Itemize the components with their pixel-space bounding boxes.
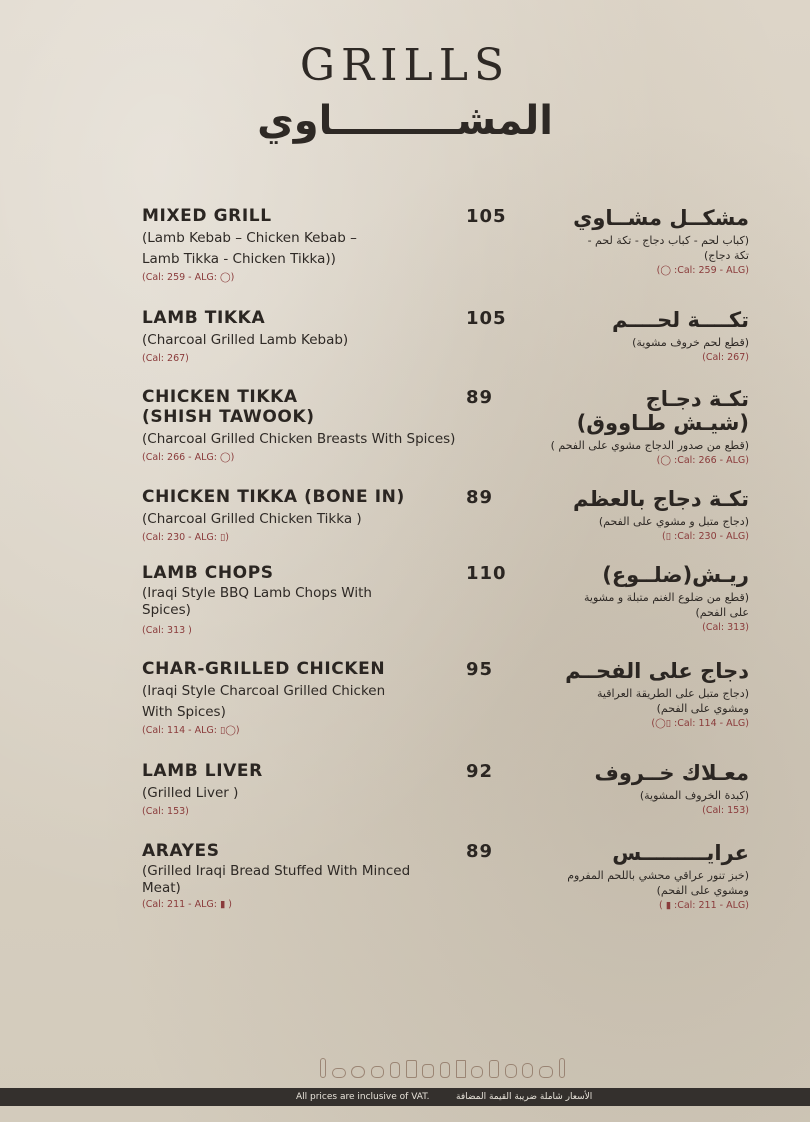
vat-note: All prices are inclusive of VAT.: [296, 1092, 430, 1102]
item-description-arabic: (قطع لحم خروف مشوية): [632, 336, 749, 349]
item-calories-arabic: (Cal: 313): [702, 622, 749, 633]
allergen-icon: [440, 1062, 450, 1078]
vat-footer-bar: [0, 1088, 810, 1106]
allergen-icon: [559, 1058, 565, 1078]
item-name-arabic: ريـش(ضلــوع): [602, 563, 749, 587]
item-calories-arabic: (Cal: 267): [702, 352, 749, 363]
allergen-icon: [456, 1060, 466, 1078]
item-calories: (Cal: 259 - ALG: ◯): [142, 272, 235, 283]
item-description-arabic: (كبدة الخروف المشوية): [639, 789, 749, 802]
allergen-icon: [351, 1066, 365, 1078]
item-name: CHICKEN TIKKA (SHISH TAWOOK): [142, 387, 315, 427]
item-price: 89: [466, 841, 494, 862]
allergen-icon: [471, 1066, 483, 1078]
item-calories: (Cal: 211 - ALG: ▮ ): [142, 899, 232, 910]
item-name-arabic: تكـة دجـاج (شيـش طـاووق): [576, 387, 749, 435]
item-name: ARAYES: [142, 841, 220, 861]
allergen-icon: [406, 1060, 417, 1078]
allergen-icon: [539, 1066, 553, 1078]
vat-note-arabic: الأسعار شاملة ضريبة القيمة المضافة: [456, 1092, 593, 1102]
item-name: CHICKEN TIKKA (BONE IN): [142, 487, 405, 507]
item-name: LAMB CHOPS: [142, 563, 274, 583]
item-calories-arabic: (Cal: 230 - ALG: ▯): [662, 531, 749, 542]
item-description: (Charcoal Grilled Chicken Breasts With Spices): [142, 431, 456, 447]
item-calories-arabic: (Cal: 114 - ALG: ▯◯): [651, 718, 749, 729]
item-price: 95: [466, 659, 494, 680]
item-description: (Charcoal Grilled Chicken Tikka ): [142, 511, 362, 527]
item-price: 105: [466, 206, 507, 227]
item-description: (Charcoal Grilled Lamb Kebab): [142, 332, 349, 348]
item-price: 110: [466, 563, 507, 584]
page-title-arabic: المشـــــــــاوي: [257, 98, 553, 144]
item-calories: (Cal: 230 - ALG: ▯): [142, 532, 229, 543]
item-name: CHAR-GRILLED CHICKEN: [142, 659, 386, 679]
item-price: 89: [466, 387, 494, 408]
item-name-arabic: عرايـــــــــس: [612, 841, 749, 865]
item-description-arabic: (قطع من صدور الدجاج مشوي على الفحم ): [550, 439, 749, 452]
item-description-arabic: (دجاج متبل و مشوي على الفحم): [598, 515, 749, 528]
item-price: 105: [466, 308, 507, 329]
item-description: (Lamb Kebab – Chicken Kebab – Lamb Tikka - Chicken Tikka)): [142, 230, 357, 267]
item-calories: (Cal: 153): [142, 806, 189, 817]
item-description: (Grilled Liver ): [142, 785, 239, 801]
allergen-icon: [390, 1062, 400, 1078]
item-name-arabic: تكــــة لحــــم: [611, 308, 749, 332]
allergen-icon: [422, 1064, 434, 1078]
item-description-arabic: (قطع من ضلوع الغنم متبلة و مشوية على الفحم): [584, 591, 749, 619]
item-name-arabic: مشكــل مشــاوي: [573, 206, 749, 230]
item-name-arabic: معـلاك خــروف: [594, 761, 749, 785]
item-description: (Iraqi Style BBQ Lamb Chops With Spices): [142, 585, 372, 618]
item-description: (Iraqi Style Charcoal Grilled Chicken With Spices): [142, 683, 386, 720]
item-name: MIXED GRILL: [142, 206, 272, 226]
item-name: LAMB LIVER: [142, 761, 263, 781]
item-name-arabic: تكـة دجاج بالعظم: [573, 487, 749, 511]
item-calories-arabic: (Cal: 266 - ALG: ◯): [656, 455, 749, 466]
item-calories-arabic: (Cal: 259 - ALG: ◯): [656, 265, 749, 276]
page-title: GRILLS: [299, 40, 511, 91]
allergen-icon: [371, 1066, 384, 1078]
item-description: (Grilled Iraqi Bread Stuffed With Minced Meat): [142, 863, 411, 896]
item-calories-arabic: (Cal: 211 - ALG: ▮ ): [659, 900, 749, 911]
item-description-arabic: (كباب لحم - كباب دجاج - تكة لحم - تكة دجاج): [587, 234, 749, 262]
item-name-arabic: دجاج على الفحــم: [565, 659, 749, 683]
allergen-icons-legend: [320, 1054, 565, 1078]
allergen-icon: [320, 1058, 326, 1078]
allergen-icon: [489, 1060, 499, 1078]
item-calories: (Cal: 267): [142, 353, 189, 364]
item-calories-arabic: (Cal: 153): [702, 805, 749, 816]
item-calories: (Cal: 266 - ALG: ◯): [142, 452, 235, 463]
allergen-icon: [332, 1068, 346, 1078]
item-name: LAMB TIKKA: [142, 308, 266, 328]
item-description-arabic: (دجاج متبل على الطريقة العراقية ومشوي على الفحم): [596, 687, 749, 715]
item-calories: (Cal: 313 ): [142, 625, 192, 636]
allergen-icon: [505, 1064, 517, 1078]
item-calories: (Cal: 114 - ALG: ▯◯): [142, 725, 240, 736]
item-price: 92: [466, 761, 494, 782]
item-description-arabic: (خبز تنور عراقي محشي باللحم المفروم ومشوي على الفحم): [567, 869, 749, 897]
allergen-icon: [522, 1063, 533, 1078]
item-price: 89: [466, 487, 494, 508]
